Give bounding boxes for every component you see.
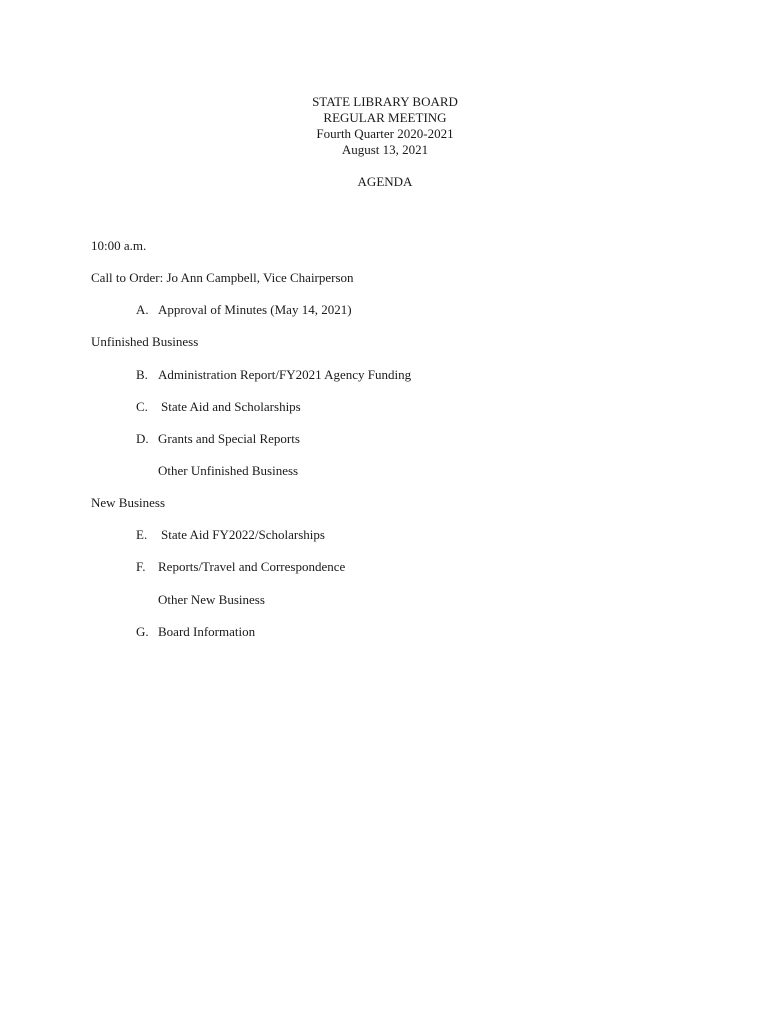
item-b-text: Administration Report/FY2021 Agency Funding <box>158 367 412 382</box>
call-to-order: Call to Order: Jo Ann Campbell, Vice Chairperson <box>91 270 354 285</box>
item-d-text: Grants and Special Reports <box>158 431 300 446</box>
item-e-text: State Aid FY2022/Scholarships <box>161 527 325 542</box>
item-c-text: State Aid and Scholarships <box>161 399 301 414</box>
item-a-letter: A. <box>136 302 149 317</box>
item-d-letter: D. <box>136 431 149 446</box>
other-unfinished-business: Other Unfinished Business <box>158 463 299 478</box>
item-a-text: Approval of Minutes (May 14, 2021) <box>158 302 352 317</box>
unfinished-business-heading: Unfinished Business <box>91 334 199 349</box>
agenda-title: AGENDA <box>357 174 413 189</box>
item-f-text: Reports/Travel and Correspondence <box>158 559 346 574</box>
meeting-quarter: Fourth Quarter 2020-2021 <box>316 126 454 141</box>
document-header <box>0 94 770 158</box>
meeting-time: 10:00 a.m. <box>91 238 147 253</box>
meeting-type: REGULAR MEETING <box>323 110 447 125</box>
item-e-letter: E. <box>136 527 148 542</box>
meeting-date: August 13, 2021 <box>341 142 429 157</box>
item-c-letter: C. <box>136 399 148 414</box>
new-business-heading: New Business <box>91 495 166 510</box>
board-name: STATE LIBRARY BOARD <box>312 94 458 109</box>
item-b-letter: B. <box>136 367 148 382</box>
item-g-text: Board Information <box>158 624 256 639</box>
item-f-letter: F. <box>136 559 146 574</box>
item-g-letter: G. <box>136 624 149 639</box>
other-new-business: Other New Business <box>158 592 265 607</box>
